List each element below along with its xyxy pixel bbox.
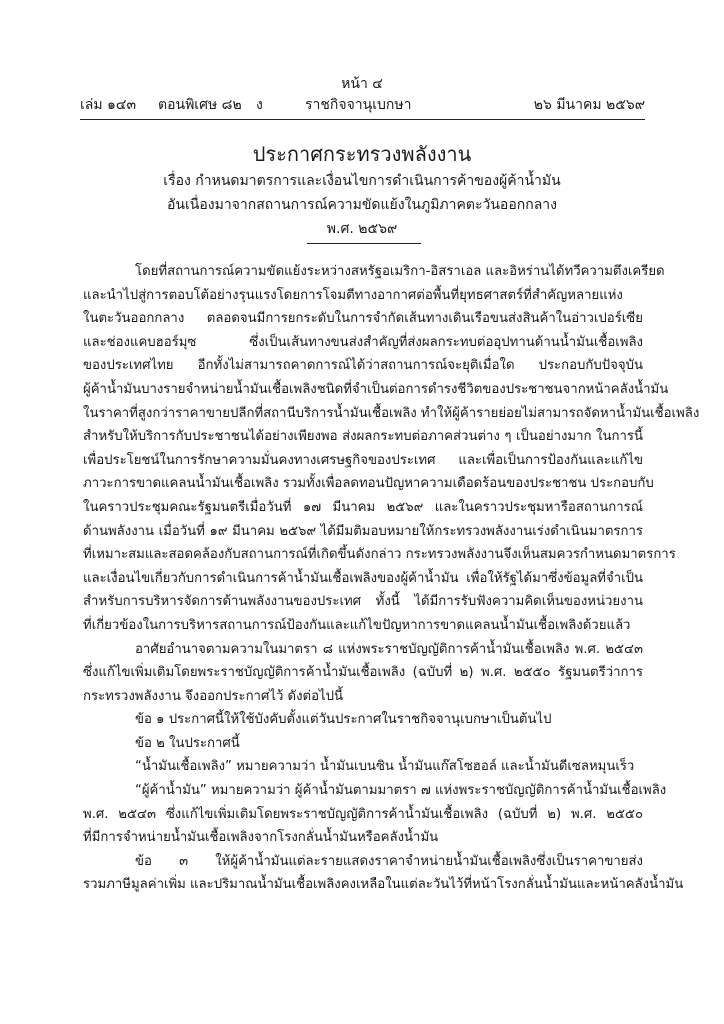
subject-line-2: อันเนื่องมาจากสถานการณ์ความขัดแย้งในภูมิภาคตะวันออกกลาง — [167, 197, 557, 213]
body-line: ที่เหมาะสมและสอดคล้องกับสถานการณ์ที่เกิดขึ้นดังกล่าว กระทรวงพลังงานจึงเห็นสมควรกำหนดมาตรการ — [83, 547, 676, 563]
body-line: สำหรับให้บริการกับประชาชนได้อย่างเพียงพอ ส่งผลกระทบต่อภาคส่วนต่าง ๆ เป็นอย่างมาก ในการนี้ — [83, 429, 643, 445]
body-line: เพื่อประโยชน์ในการรักษาความมั่นคงทางเศรษฐกิจของประเทศ และเพื่อเป็นการป้องกันและแก้ไข — [83, 452, 643, 468]
subject-line-1: เรื่อง กำหนดมาตรการและเงื่อนไขการดำเนินการค้าของผู้ค้าน้ำมัน — [163, 173, 561, 189]
header-rule — [80, 119, 645, 120]
volume-label: เล่ม ๑๔๓ — [80, 97, 137, 113]
document-body — [83, 260, 700, 897]
body-line: ที่มีการจำหน่ายน้ำมันเชื้อเพลิงจากโรงกลั่นน้ำมันหรือคลังน้ำมัน — [83, 830, 439, 846]
gazette-header — [80, 94, 645, 116]
header-date: ๒๖ มีนาคม ๒๕๖๙ — [533, 97, 645, 113]
body-line: และนำไปสู่การตอบโต้อย่างรุนแรงโดยการโจมตีทางอากาศต่อพื้นที่ยุทธศาสตร์ที่สำคัญหลายแห่ง — [83, 287, 623, 303]
section-label: ตอนพิเศษ ๘๒ — [158, 97, 242, 113]
body-line: ที่เกี่ยวข้องในการบริหารสถานการณ์ป้องกันและแก้ไขปัญหาการขาดแคลนน้ำมันเชื้อเพลิงด้วยแล้ว — [83, 617, 631, 633]
body-line: ด้านพลังงาน เมื่อวันที่ ๑๙ มีนาคม ๒๕๖๙ ได้มีมติมอบหมายให้กระทรวงพลังงานเร่งดำเนินมาตรการ — [83, 523, 643, 539]
body-line: “ผู้ค้าน้ำมัน” หมายความว่า ผู้ค้าน้ำมันตามมาตรา ๗ แห่งพระราชบัญญัติการค้าน้ำมันเชื้อเพลิง — [135, 783, 667, 799]
body-line: รวมภาษีมูลค่าเพิ่ม และปริมาณน้ำมันเชื้อเพลิงคงเหลือในแต่ละวันไว้ที่หน้าโรงกลั่นน้ำมันและหน้าคลังน้ำมัน — [83, 877, 684, 893]
body-line: ในคราวประชุมคณะรัฐมนตรีเมื่อวันที่ ๑๗ มีนาคม ๒๕๖๙ และในคราวประชุมหารือสถานการณ์ — [83, 499, 643, 515]
year-line: พ.ศ. ๒๕๖๙ — [326, 221, 398, 237]
body-line: ข้อ ๓ ให้ผู้ค้าน้ำมันแต่ละรายแสดงราคาจำหน่ายน้ำมันเชื้อเพลิงซึ่งเป็นราคาขายส่ง — [135, 853, 643, 869]
body-line: “น้ำมันเชื้อเพลิง” หมายความว่า น้ำมันเบนซิน น้ำมันแก๊สโซฮอล์ และน้ำมันดีเซลหมุนเร็ว — [135, 759, 635, 775]
body-line: สำหรับการบริหารจัดการด้านพลังงานของประเทศ ทั้งนี้ ได้มีการรับฟังความคิดเห็นของหน่วยงาน — [83, 594, 643, 610]
body-line: ข้อ ๒ ในประกาศนี้ — [135, 735, 240, 751]
body-line: โดยที่สถานการณ์ความขัดแย้งระหว่างสหรัฐอเมริกา-อิสราเอล และอิหร่านได้ทวีความตึงเครียด — [135, 264, 665, 279]
page-number: หน้า ๔ — [341, 76, 383, 92]
section-letter: ง — [256, 97, 263, 113]
body-line: ในตะวันออกกลาง ตลอดจนมีการยกระดับในการจำกัดเส้นทางเดินเรือขนส่งสินค้าในอ่าวเปอร์เซีย — [83, 311, 643, 327]
title-divider — [307, 243, 421, 244]
body-line: ซึ่งแก้ไขเพิ่มเติมโดยพระราชบัญญัติการค้าน้ำมันเชื้อเพลิง (ฉบับที่ ๒) พ.ศ. ๒๕๕๐ รัฐมนตรีว่าการ — [83, 665, 643, 681]
body-line: ผู้ค้าน้ำมันบางรายจำหน่ายน้ำมันเชื้อเพลิงชนิดที่จำเป็นต่อการดำรงชีวิตของประชาชนจากหน้าคลังน้ำมัน — [83, 381, 669, 397]
body-line: ของประเทศไทย อีกทั้งไม่สามารถคาดการณ์ได้ว่าสถานการณ์จะยุติเมื่อใด ประกอบกับปัจจุบัน — [83, 358, 643, 374]
body-line: กระทรวงพลังงาน จึงออกประกาศไว้ ดังต่อไปนี้ — [83, 688, 344, 704]
body-line: อาศัยอำนาจตามความในมาตรา ๘ แห่งพระราชบัญญัติการค้าน้ำมันเชื้อเพลิง พ.ศ. ๒๕๔๓ — [135, 641, 643, 657]
body-line: และเงื่อนไขเกี่ยวกับการดำเนินการค้าน้ำมันเชื้อเพลิงของผู้ค้าน้ำมัน เพื่อให้รัฐได้มาซึ่งข้อมูลที่จำเป็น — [83, 570, 643, 586]
body-line: พ.ศ. ๒๕๔๓ ซึ่งแก้ไขเพิ่มเติมโดยพระราชบัญญัติการค้าน้ำมันเชื้อเพลิง (ฉบับที่ ๒) พ.ศ. ๒๕๕๐ — [83, 806, 643, 822]
body-line: และช่องแคบฮอร์มุซ ซึ่งเป็นเส้นทางขนส่งสำคัญที่ส่งผลกระทบต่ออุปทานด้านน้ำมันเชื้อเพลิง — [83, 334, 643, 350]
document-title: ประกาศกระทรวงพลังงาน — [252, 142, 472, 166]
body-line: ข้อ ๑ ประกาศนี้ให้ใช้บังคับตั้งแต่วันประกาศในราชกิจจานุเบกษาเป็นต้นไป — [135, 712, 552, 728]
body-line: ภาวะการขาดแคลนน้ำมันเชื้อเพลิง รวมทั้งเพื่อลดทอนปัญหาความเดือดร้อนของประชาชน ประกอบกับ — [83, 476, 654, 492]
body-line: ในราคาที่สูงกว่าราคาขายปลีกที่สถานีบริการน้ำมันเชื้อเพลิง ทำให้ผู้ค้ารายย่อยไม่สามารถจัดหาน้ำมันเชื้อเพลิง — [83, 405, 700, 421]
gazette-name: ราชกิจจานุเบกษา — [305, 97, 412, 113]
